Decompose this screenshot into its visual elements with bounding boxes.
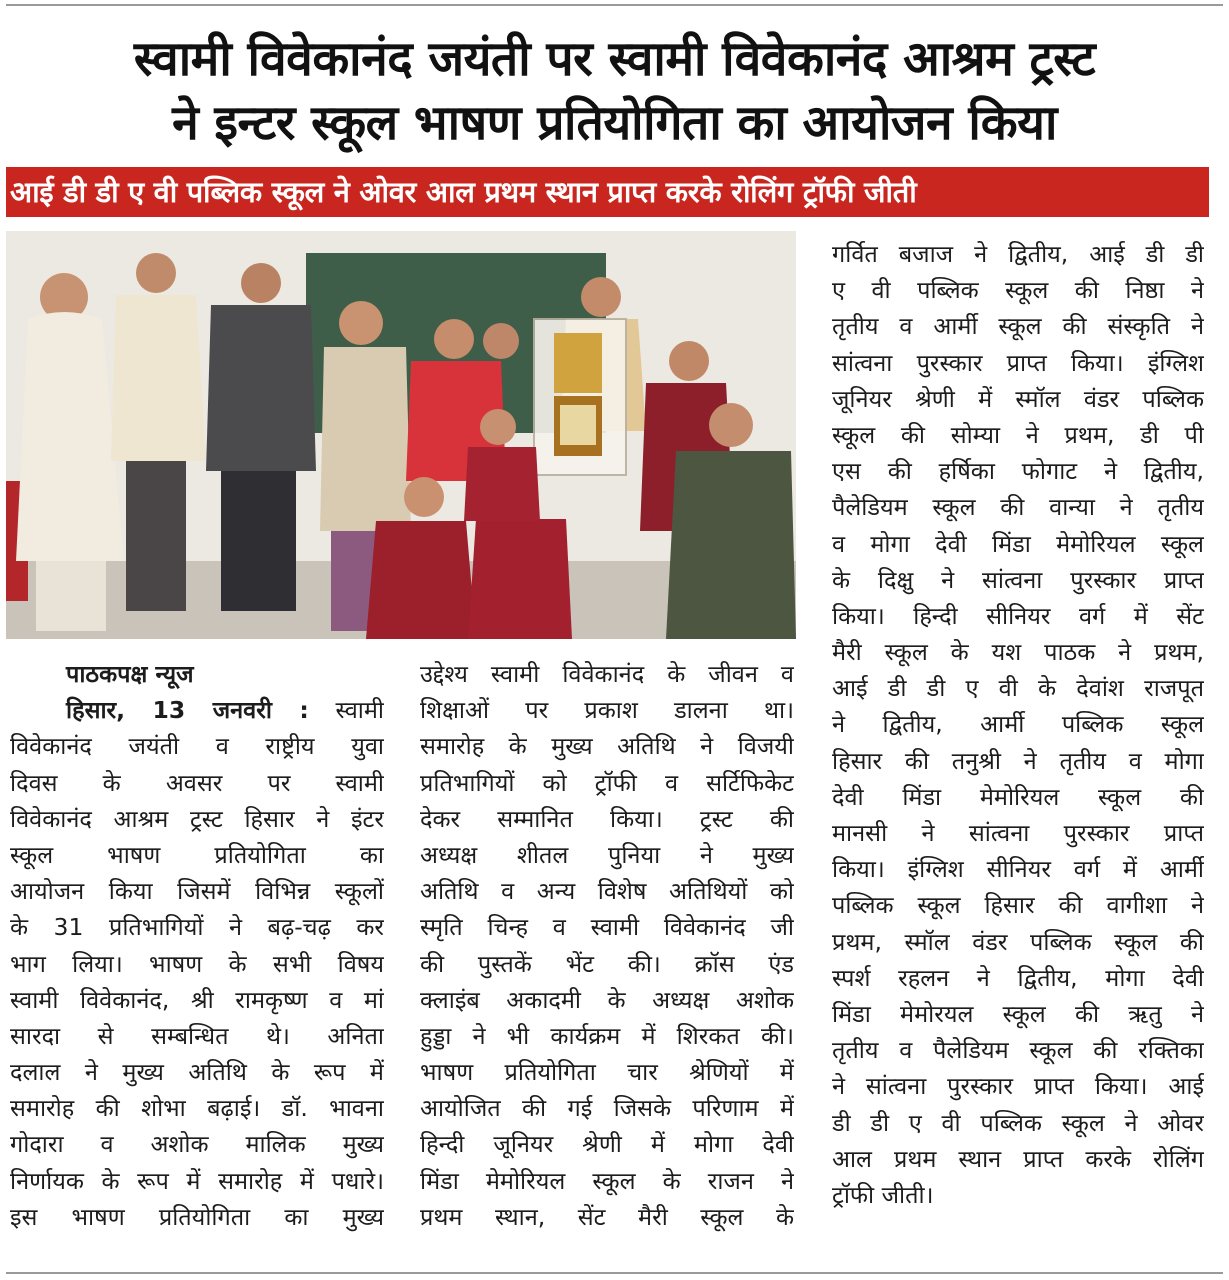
col2-line: स्मृति चिन्ह व स्वामी विवेकानंद जी xyxy=(420,913,794,942)
col2-line: की पुस्तकें भेंट की। क्रॉस एंड xyxy=(420,949,794,978)
col3-line: मानसी ने सांत्वना पुरस्कार प्राप्त xyxy=(832,819,1204,847)
col3-line: तृतीय व आर्मी स्कूल की संस्कृति ने xyxy=(832,312,1204,341)
col1-line: सारदा से सम्बन्धित थे। अनिता xyxy=(10,1021,384,1050)
article-column-3 xyxy=(832,236,1204,1213)
dateline-line xyxy=(10,692,384,728)
article-column-2 xyxy=(420,656,794,1235)
headline-line-1: स्वामी विवेकानंद जयंती पर स्वामी विवेकानंद आश्रम ट्रस्ट xyxy=(133,31,1096,87)
top-rule xyxy=(6,4,1223,6)
col3-line: देवी मिंडा मेमोरियल स्कूल की xyxy=(832,782,1204,811)
col2-line: देकर सम्मानित किया। ट्रस्ट की xyxy=(420,804,794,833)
col1-line: विवेकानंद आश्रम ट्रस्ट हिसार ने इंटर xyxy=(10,804,384,833)
col1-line: दलाल ने मुख्य अतिथि के रूप में xyxy=(10,1058,384,1087)
col2-line: अतिथि व अन्य विशेष अतिथियों को xyxy=(420,877,794,906)
col2-line: आयोजित की गई जिसके परिणाम में xyxy=(420,1094,794,1123)
col1-line: विवेकानंद जयंती व राष्ट्रीय युवा xyxy=(10,732,384,761)
col2-line: हुड्डा ने भी कार्यक्रम में शिरकत की। xyxy=(420,1021,794,1050)
col3-line: प्रथम, स्मॉल वंडर पब्लिक स्कूल की xyxy=(832,927,1204,956)
col3-line: जूनियर श्रेणी में स्मॉल वंडर पब्लिक xyxy=(832,384,1204,413)
col2-line: शिक्षाओं पर प्रकाश डालना था। xyxy=(420,696,794,725)
col3-line: डी डी ए वी पब्लिक स्कूल ने ओवर xyxy=(832,1108,1204,1137)
col1-line: गोदारा व अशोक मालिक मुख्य xyxy=(10,1130,384,1159)
col1-first-word: स्वामी xyxy=(335,696,384,725)
col2-line: क्लाइंब अकादमी के अध्यक्ष अशोक xyxy=(420,985,794,1014)
col3-line: किया। इंग्लिश सीनियर वर्ग में आर्मी xyxy=(832,855,1204,884)
col1-line: आयोजन किया जिसमें विभिन्न स्कूलों xyxy=(10,877,384,906)
col3-line: तृतीय व पैलेडियम स्कूल की रक्तिका xyxy=(832,1036,1204,1065)
dateline: हिसार, 13 जनवरी : xyxy=(66,696,309,725)
col2-line: हिन्दी जूनियर श्रेणी में मोगा देवी xyxy=(420,1130,794,1159)
col3-line: ने सांत्वना पुरस्कार प्राप्त किया। आई xyxy=(832,1072,1204,1101)
col1-line: के 31 प्रतिभागियों ने बढ़-चढ़ कर xyxy=(10,913,384,942)
col3-line: हिसार की तनुश्री ने तृतीय व मोगा xyxy=(832,746,1204,775)
col3-line: मैरी स्कूल के यश पाठक ने प्रथम, xyxy=(832,638,1204,667)
col2-line: अध्यक्ष शीतल पुनिया ने मुख्य xyxy=(420,840,794,869)
col3-line: पैलेडियम स्कूल की वान्या ने तृतीय xyxy=(832,493,1204,522)
article-column-1 xyxy=(10,656,384,1235)
col3-line: आल प्रथम स्थान प्राप्त करके रोलिंग xyxy=(832,1144,1204,1173)
col3-line: सांत्वना पुरस्कार प्राप्त किया। इंग्लिश xyxy=(832,348,1204,377)
byline: पाठकपक्ष न्यूज xyxy=(66,660,194,688)
col2-line: प्रथम स्थान, सेंट मैरी स्कूल के xyxy=(420,1202,794,1231)
news-photo xyxy=(6,231,796,639)
headline-line-2: ने इन्टर स्कूल भाषण प्रतियोगिता का आयोजन किया xyxy=(172,95,1057,151)
col3-line: स्कूल की सोम्या ने प्रथम, डी पी xyxy=(832,420,1204,449)
col3-line: ए वी पब्लिक स्कूल की निष्ठा ने xyxy=(832,276,1204,305)
col2-line: उद्देश्य स्वामी विवेकानंद के जीवन व xyxy=(420,660,794,688)
col1-line: समारोह की शोभा बढ़ाई। डॉ. भावना xyxy=(10,1094,384,1123)
col3-line: किया। हिन्दी सीनियर वर्ग में सेंट xyxy=(832,601,1204,630)
photo-illustration xyxy=(6,231,796,639)
col1-line: इस भाषण प्रतियोगिता का मुख्य xyxy=(10,1202,384,1231)
col3-line: मिंडा मेमोरयल स्कूल की ऋतु ने xyxy=(832,999,1204,1028)
subheadline-banner: आई डी डी ए वी पब्लिक स्कूल ने ओवर आल प्रथम स्थान प्राप्त करके रोलिंग ट्रॉफी जीती xyxy=(6,167,1209,217)
col1-line: निर्णायक के रूप में समारोह में पधारे। xyxy=(10,1166,384,1195)
col1-line: भाग लिया। भाषण के सभी विषय xyxy=(10,949,384,978)
col3-line: पब्लिक स्कूल हिसार की वागीशा ने xyxy=(832,891,1204,920)
col3-line: व मोगा देवी मिंडा मेमोरियल स्कूल xyxy=(832,529,1204,558)
col2-line: मिंडा मेमोरियल स्कूल के राजन ने xyxy=(420,1166,794,1195)
col3-line: के दिक्षु ने सांत्वना पुरस्कार प्राप्त xyxy=(832,565,1204,594)
col1-line: स्कूल भाषण प्रतियोगिता का xyxy=(10,840,384,869)
col3-line: स्पर्श रहलन ने द्वितीय, मोगा देवी xyxy=(832,963,1204,992)
col3-line: ट्रॉफी जीती। xyxy=(832,1180,934,1209)
col2-line: समारोह के मुख्य अतिथि ने विजयी xyxy=(420,732,794,761)
col2-line: प्रतिभागियों को ट्रॉफी व सर्टिफिकेट xyxy=(420,768,794,797)
col3-line: एस की हर्षिका फोगाट ने द्वितीय, xyxy=(832,457,1204,486)
col1-line: स्वामी विवेकानंद, श्री रामकृष्ण व मां xyxy=(10,985,384,1014)
col1-line: दिवस के अवसर पर स्वामी xyxy=(10,768,384,797)
col3-line: गर्वित बजाज ने द्वितीय, आई डी डी xyxy=(832,240,1204,268)
bottom-rule xyxy=(6,1272,1223,1274)
col2-line: भाषण प्रतियोगिता चार श्रेणियों में xyxy=(420,1058,794,1087)
col3-line: आई डी डी ए वी के देवांश राजपूत xyxy=(832,674,1204,703)
col3-line: ने द्वितीय, आर्मी पब्लिक स्कूल xyxy=(832,710,1204,739)
